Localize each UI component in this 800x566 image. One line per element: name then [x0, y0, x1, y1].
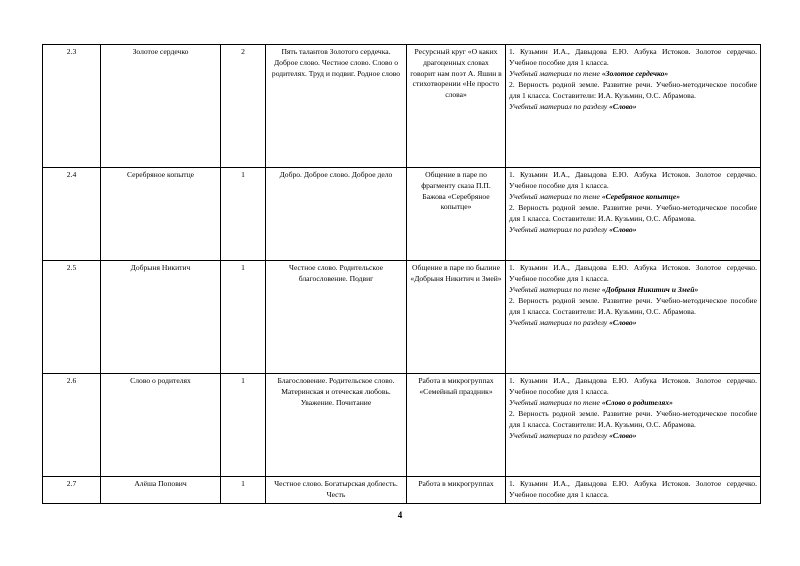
row-topic-cell: Слово о родителях [101, 374, 221, 477]
row-hours-cell: 1 [221, 477, 266, 504]
row-number-cell: 2.4 [43, 168, 101, 261]
thematic-planning-table [42, 44, 761, 504]
table-row [43, 168, 761, 261]
row-resources-cell [506, 45, 761, 168]
row-resources-cell [506, 477, 761, 504]
resource-note-1: Учебный материал по теме «Серебряное копытце» [509, 192, 680, 202]
row-number-cell: 2.6 [43, 374, 101, 477]
resource-note-2: Учебный материал по разделу «Слово» [509, 431, 637, 441]
table-row [43, 374, 761, 477]
resource-item-2: 2. Верность родной земле. Развитие речи. Учебно-методическое пособие для 1 класса. Составители: И.А. Кузьмин, О.С. Абрамова. [509, 409, 757, 430]
row-resources-cell [506, 374, 761, 477]
table-row [43, 477, 761, 504]
resource-item-1: 1. Кузьмин И.А., Давыдова Е.Ю. Азбука Истоков. Золотое сердечко. Учебное пособие для 1 класса. [509, 479, 757, 499]
row-content-cell: Пять талантов Золотого сердечка. Доброе слово. Честное слово. Слово о родителях. Труд и подвиг. Родное слово [266, 45, 407, 168]
resource-item-1: 1. Кузьмин И.А., Давыдова Е.Ю. Азбука Истоков. Золотое сердечко. Учебное пособие для 1 класса. [509, 170, 757, 190]
resource-note-1: Учебный материал по теме «Добрыня Никитич и Змей» [509, 285, 699, 295]
resource-item-1: 1. Кузьмин И.А., Давыдова Е.Ю. Азбука Истоков. Золотое сердечко. Учебное пособие для 1 класса. [509, 47, 757, 67]
row-content-cell: Благословение. Родительское слово. Материнская и отеческая любовь. Уважение. Почитание [266, 374, 407, 477]
row-content-cell: Честное слово. Родительское благословение. Подвиг [266, 261, 407, 374]
row-content-cell: Добро. Доброе слово. Доброе дело [266, 168, 407, 261]
row-hours-cell: 2 [221, 45, 266, 168]
row-topic-cell: Добрыня Никитич [101, 261, 221, 374]
resource-note-1: Учебный материал по теме «Слово о родителях» [509, 398, 673, 408]
row-hours-cell: 1 [221, 261, 266, 374]
row-activity-cell: Работа в микрогруппах [407, 477, 506, 504]
thematic-planning-table-wrapper [42, 44, 760, 504]
row-resources-cell [506, 261, 761, 374]
resource-note-2: Учебный материал по разделу «Слово» [509, 225, 637, 235]
row-topic-cell: Серебряное копытце [101, 168, 221, 261]
row-activity-cell: Ресурсный круг «О каких драгоценных словах говорит нам поэт А. Яшин в стихотворении «Не просто слова» [407, 45, 506, 168]
row-content-cell: Честное слово. Богатырская доблесть. Честь [266, 477, 407, 504]
resource-item-2: 2. Верность родной земле. Развитие речи. Учебно-методическое пособие для 1 класса. Составители: И.А. Кузьмин, О.С. Абрамова. [509, 296, 757, 317]
row-activity-cell: Работа в микрогруппах «Семейный праздник» [407, 374, 506, 477]
row-number-cell: 2.7 [43, 477, 101, 504]
resource-item-1: 1. Кузьмин И.А., Давыдова Е.Ю. Азбука Истоков. Золотое сердечко. Учебное пособие для 1 класса. [509, 376, 757, 396]
row-hours-cell: 1 [221, 168, 266, 261]
resource-note-2: Учебный материал по разделу «Слово» [509, 102, 637, 112]
table-row [43, 45, 761, 168]
resource-note-2: Учебный материал по разделу «Слово» [509, 318, 637, 328]
resource-item-2: 2. Верность родной земле. Развитие речи. Учебно-методическое пособие для 1 класса. Составители: И.А. Кузьмин, О.С. Абрамова. [509, 203, 757, 224]
row-activity-cell: Общение в паре по былине «Добрыня Никитич и Змей» [407, 261, 506, 374]
resource-item-1: 1. Кузьмин И.А., Давыдова Е.Ю. Азбука Истоков. Золотое сердечко. Учебное пособие для 1 класса. [509, 263, 757, 283]
table-row [43, 261, 761, 374]
row-number-cell: 2.5 [43, 261, 101, 374]
row-resources-cell [506, 168, 761, 261]
row-topic-cell: Алёша Попович [101, 477, 221, 504]
resource-note-1: Учебный материал по теме «Золотое сердечко» [509, 69, 669, 79]
row-activity-cell: Общение в паре по фрагменту сказа П.П. Бажова «Серебряное копытце» [407, 168, 506, 261]
row-number-cell: 2.3 [43, 45, 101, 168]
row-hours-cell: 1 [221, 374, 266, 477]
page-number: 4 [397, 510, 403, 520]
row-topic-cell: Золотое сердечко [101, 45, 221, 168]
resource-item-2: 2. Верность родной земле. Развитие речи. Учебно-методическое пособие для 1 класса. Составители: И.А. Кузьмин, О.С. Абрамова. [509, 80, 757, 101]
